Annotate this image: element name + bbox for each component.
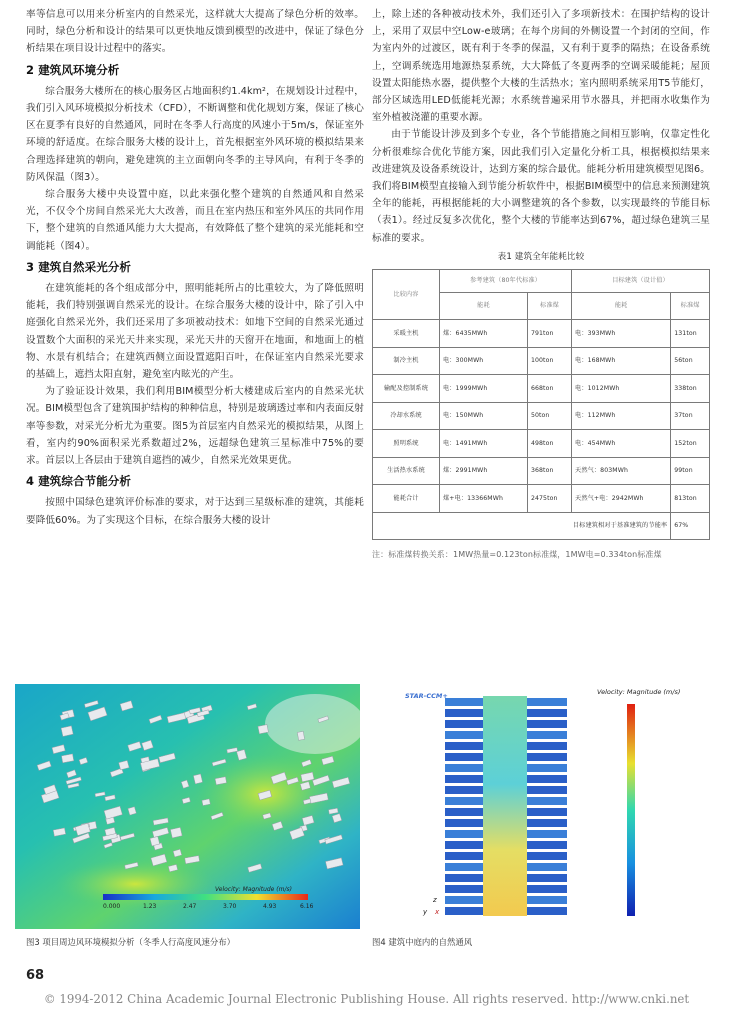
- legend-title: Velocity: Magnitude (m/s): [215, 886, 292, 893]
- table-cell: 100ton: [527, 347, 571, 375]
- legend-tick: 4.93: [263, 903, 277, 910]
- floor-slab: [445, 786, 483, 794]
- table-cell: 813ton: [671, 485, 710, 513]
- table-cell: 50ton: [527, 402, 571, 430]
- table-cell: 冷却水系统: [373, 402, 440, 430]
- table-cell: 照明系统: [373, 430, 440, 458]
- floor-slab: [445, 753, 483, 761]
- legend-tick: 6.16: [300, 903, 314, 910]
- table-cell: 生活热水系统: [373, 457, 440, 485]
- copyright-footer: © 1994-2012 China Academic Journal Electronic Publishing House. All rights reserved. http://www.cnki.net: [43, 992, 690, 1006]
- floor-slab: [445, 808, 483, 816]
- floor-slab: [445, 896, 483, 904]
- right-column: [372, 6, 710, 563]
- table-cell: 电：1012MWh: [572, 375, 671, 403]
- floor-slab: [445, 907, 483, 915]
- table-cell: 输配及控制系统: [373, 375, 440, 403]
- floor-slab: [527, 753, 567, 761]
- table-row: [373, 402, 710, 430]
- table-cell: 电：454MWh: [572, 430, 671, 458]
- table-row: [373, 347, 710, 375]
- table-cell: 37ton: [671, 402, 710, 430]
- table-title: 表1 建筑全年能耗比较: [497, 251, 585, 262]
- ventilation-simulation-image: [365, 684, 710, 929]
- paragraph: 综合服务大楼所在的核心服务区占地面积约1.4km²，在规划设计过程中，我们引入风环境模拟分析技术（CFD），不断调整和优化规划方案，保证了核心区在夏季有良好的自然通风，同时在冬季人行高度的风速小于5m/s，保证室外环境的舒适度。在综合服务大楼的设计上，首先根据室外风环境的模拟结果来合理选择建筑的朝向，避免建筑的主立面朝向冬季的主导风向，有利于冬季的防风保温（图3）。: [26, 85, 364, 183]
- floor-slab: [445, 852, 483, 860]
- figure-4-atrium-ventilation: [365, 684, 710, 929]
- table-cell: 制冷主机: [373, 347, 440, 375]
- table-cell: 电：1999MWh: [439, 375, 527, 403]
- paragraph: 由于节能设计涉及到多个专业，各个节能措施之间相互影响，仅靠定性化分析很难综合优化节能方案，因此我们引入定量化分析工具，根据模拟结果来改进建筑及设备系统设计，达到方案的综合最优。能耗分析用建筑模型见图6。我们将BIM模型直接输入到节能分析软件中，根据BIM模型中的信息来预测建筑全年的能耗，再根据能耗的大小调整建筑的各个参数，以实现最终的节能目标（表1）。经过反复多次优化，整个大楼的节能率达到67%，超过绿色建筑三星标准的要求。: [372, 129, 710, 244]
- building-block: [202, 799, 210, 806]
- floor-slab: [445, 830, 483, 838]
- table-cell: 152ton: [671, 430, 710, 458]
- table-cell: 电：393MWh: [572, 320, 671, 348]
- floor-slab: [445, 709, 483, 717]
- floor-slab: [527, 874, 567, 882]
- paragraph: 按照中国绿色建筑评价标准的要求，对于达到三星级标准的建筑，其能耗要降低60%。为了实现这个目标，在综合服务大楼的设计: [26, 497, 364, 526]
- axis-x-label: x: [435, 908, 440, 916]
- axis-y-label: y: [423, 908, 428, 916]
- floor-slab: [527, 698, 567, 706]
- floor-slab: [527, 775, 567, 783]
- table-header-cell: 能耗: [439, 293, 527, 320]
- table-cell: 368ton: [527, 457, 571, 485]
- table-cell: 791ton: [527, 320, 571, 348]
- table-row: [373, 430, 710, 458]
- figure-4-caption: 图4 建筑中庭内的自然通风: [372, 937, 473, 947]
- paragraph: 率等信息可以用来分析室内的自然采光，这样就大大提高了绿色分析的效率。同时，绿色分析和设计的结果可以更快地反馈到模型的改进中，保证了绿色分析结果在项目设计过程中的落实。: [26, 9, 364, 55]
- floor-slab: [445, 797, 483, 805]
- table-cell: 天然气：803MWh: [572, 457, 671, 485]
- table-cell: 56ton: [671, 347, 710, 375]
- wind-simulation-image: [15, 684, 360, 929]
- floor-slab: [445, 863, 483, 871]
- paragraph: 上，除上述的各种被动技术外，我们还引入了多项新技术：在围护结构的设计上，采用了双层中空Low-e玻璃；在每个房间的外侧设置一个封闭的空间，作为室内外的过渡区，既有利于冬季的保温，又有利于夏季的隔热；在设备系统上，空调系统选用地源热泵系统，大大降低了冬夏两季的空调采暖能耗；屋顶设置太阳能热水器，提供整个大楼的生活热水；室内照明系统采用T5节能灯，部分区域选用LED低能耗光源；水系统普遍采用节水器具，并把雨水收集作为室外植被浇灌的重要水源。: [372, 9, 710, 124]
- software-logo: STAR-CCM+: [405, 692, 448, 700]
- legend-tick: 0.000: [103, 903, 121, 910]
- floor-slab: [527, 819, 567, 827]
- floor-slab: [445, 874, 483, 882]
- table-cell: 能耗合计: [373, 485, 440, 513]
- section-heading-3: 3 建筑自然采光分析: [26, 259, 132, 274]
- table-header-target: 目标建筑（设计值）: [572, 270, 710, 293]
- floor-slab: [445, 731, 483, 739]
- table-cell: 498ton: [527, 430, 571, 458]
- floor-slab: [445, 841, 483, 849]
- table-row: [373, 320, 710, 348]
- building-block: [258, 725, 269, 734]
- atrium-airflow: [483, 696, 527, 916]
- table-cell: 电：300MWh: [439, 347, 527, 375]
- table-cell: 电：112MWh: [572, 402, 671, 430]
- figure-3-caption: 图3 项目周边风环境模拟分析（冬季人行高度风速分布）: [26, 937, 235, 947]
- left-column: [26, 6, 364, 529]
- section-heading-4: 4 建筑综合节能分析: [26, 474, 132, 489]
- table-cell: 煤：6435MWh: [439, 320, 527, 348]
- table-row: [373, 485, 710, 513]
- table-cell: 67%: [671, 512, 710, 540]
- table-header-reference: 参考建筑（80年代标准）: [439, 270, 571, 293]
- legend-tick: 3.70: [223, 903, 237, 910]
- table-cell: 采暖主机: [373, 320, 440, 348]
- color-legend-bar: [627, 704, 635, 916]
- building-block: [297, 731, 304, 740]
- table-header-item: 比较内容: [373, 270, 440, 320]
- floor-slab: [445, 775, 483, 783]
- floor-slab: [527, 797, 567, 805]
- table-header-cell: 标准煤: [671, 293, 710, 320]
- table-cell: 668ton: [527, 375, 571, 403]
- energy-table: [372, 269, 710, 540]
- section-heading-2: 2 建筑风环境分析: [26, 62, 120, 77]
- table-header-cell: 能耗: [572, 293, 671, 320]
- legend-title: Velocity: Magnitude (m/s): [597, 688, 681, 696]
- table-cell: 99ton: [671, 457, 710, 485]
- color-legend-bar: [103, 894, 308, 900]
- floor-slab: [527, 720, 567, 728]
- building-block: [170, 827, 182, 838]
- floor-slab: [527, 896, 567, 904]
- paragraph: 综合服务大楼中央设置中庭，以此来强化整个建筑的自然通风和自然采光，不仅令个房间自然采光大大改善，而且在室内热压和室外风压的共同作用下，整个建筑的自然通风能力大大提高，有效降低了整个建筑的采光能耗和空调能耗（图4）。: [26, 189, 364, 252]
- paragraph: 为了验证设计效果，我们利用BIM模型分析大楼建成后室内的自然采光状况。BIM模型包含了建筑围护结构的种种信息，特别是玻璃透过率和内表面反射率等参数，对采光分析尤为重要。图5为首层室内自然采光的模拟结果，从图上看，室内约90%面积采光系数超过2%，远超绿色建筑三星标准中75%的要求。首层以上各层由于建筑自遮挡的减少，自然采光效果更优。: [26, 386, 364, 467]
- page-number: 68: [26, 968, 45, 983]
- legend-tick: 1.23: [143, 903, 157, 910]
- floor-slab: [527, 764, 567, 772]
- table-cell: 电：1491MWh: [439, 430, 527, 458]
- floor-slab: [527, 830, 567, 838]
- table-row-saving-rate: [373, 512, 710, 540]
- floor-slab: [527, 907, 567, 915]
- floor-slab: [445, 742, 483, 750]
- floor-slab: [527, 742, 567, 750]
- figure-3-wind-map: [15, 684, 360, 929]
- table-cell: 338ton: [671, 375, 710, 403]
- floor-slab: [527, 731, 567, 739]
- table-cell: 煤：2991MWh: [439, 457, 527, 485]
- table-cell: 电：150MWh: [439, 402, 527, 430]
- building-block: [150, 836, 160, 846]
- table-cell: 2475ton: [527, 485, 571, 513]
- table-row: [373, 375, 710, 403]
- table-note: 注：标准煤转换关系：1MW热量=0.123ton标准煤，1MW电=0.334ton标准煤: [372, 550, 662, 560]
- floor-slab: [445, 885, 483, 893]
- floor-slab: [445, 698, 483, 706]
- table-cell: 煤+电：13366MWh: [439, 485, 527, 513]
- floor-slab: [527, 885, 567, 893]
- building-block: [193, 774, 202, 784]
- floor-slab: [527, 709, 567, 717]
- table-row: [373, 457, 710, 485]
- floor-slab: [527, 786, 567, 794]
- table-cell: 天然气+电：2942MWh: [572, 485, 671, 513]
- legend-tick: 2.47: [183, 903, 197, 910]
- floor-slab: [527, 841, 567, 849]
- table-cell: 目标建筑相对于基准建筑的节能率: [373, 512, 671, 540]
- paragraph: 在建筑能耗的各个组成部分中，照明能耗所占的比重较大，为了降低照明能耗，我们特别强调自然采光的设计。在综合服务大楼的设计中，除了引入中庭强化自然采光外，我们还采用了多项被动技术：如地下空间的自然采光通过设置数个大面积的采光天井来实现，采光天井的天窗开在地面，和地面上的植物、水景有机结合；在建筑西侧立面设置遮阳百叶，在保证室内自然采光要求的基础上，遮挡太阳直射，避免室内眩光的产生。: [26, 283, 364, 381]
- floor-slab: [445, 764, 483, 772]
- axis-z-label: z: [433, 896, 437, 904]
- floor-slab: [527, 863, 567, 871]
- table-cell: 131ton: [671, 320, 710, 348]
- floor-slab: [527, 808, 567, 816]
- table-header-cell: 标准煤: [527, 293, 571, 320]
- floor-slab: [527, 852, 567, 860]
- floor-slab: [445, 819, 483, 827]
- floor-slab: [445, 720, 483, 728]
- table-cell: 电：168MWh: [572, 347, 671, 375]
